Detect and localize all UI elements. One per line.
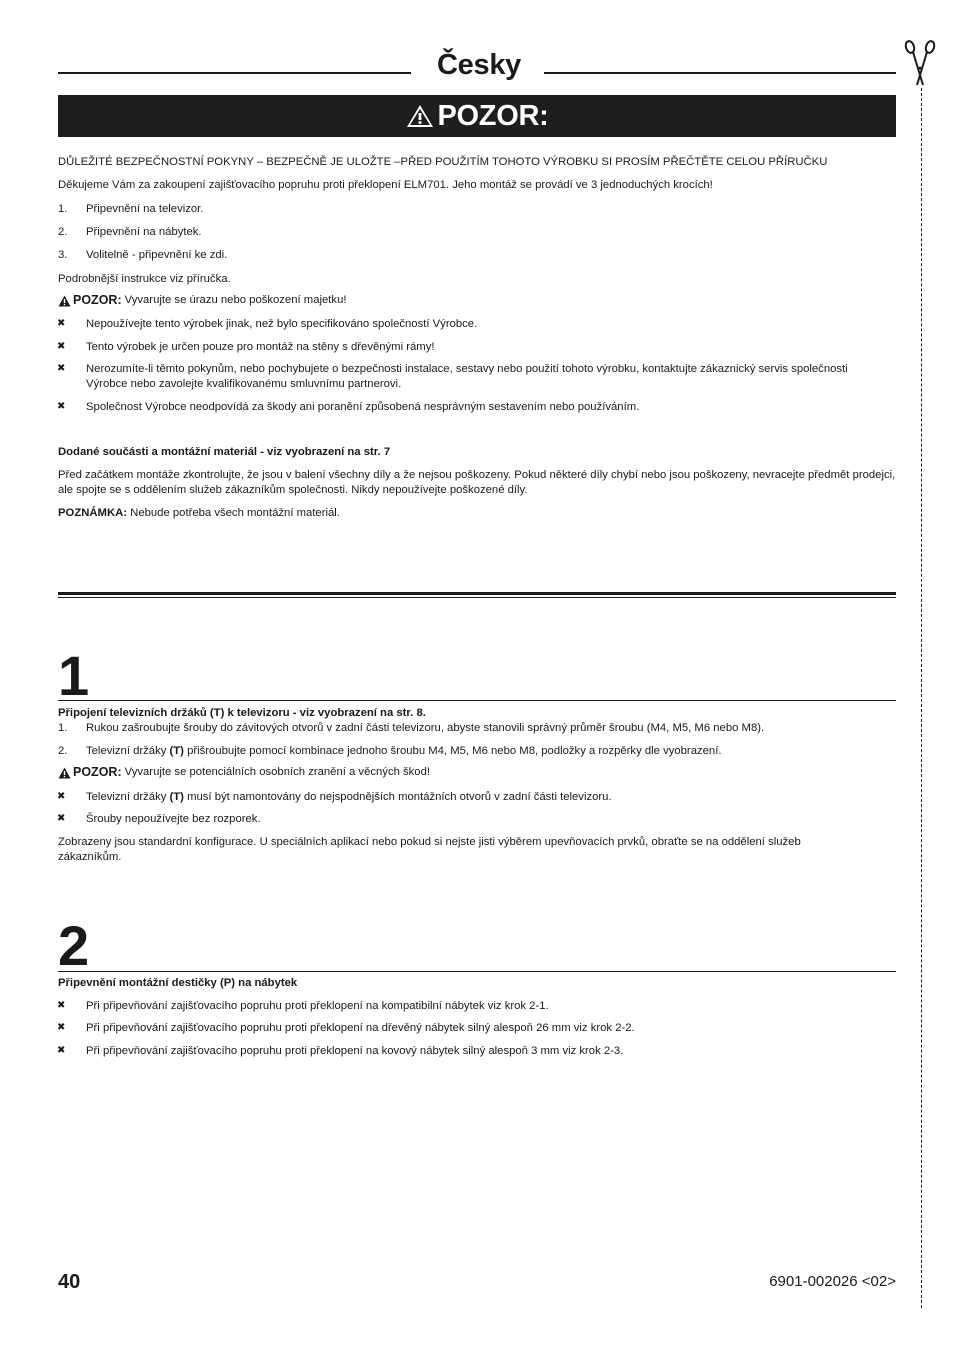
note-text: Nebude potřeba všech montážní materiál. <box>130 507 340 519</box>
step-2-bullet: Při připevňování zajišťovacího popruhu proti překlopení na kovový nábytek silný alespoň 3 mm viz krok 2-3. <box>86 1045 624 1057</box>
caution-line <box>58 293 347 308</box>
section-separator-thin <box>58 597 896 598</box>
star-bullet-icon: ✖ <box>57 318 66 329</box>
document-code: 6901-002026 <02> <box>769 1273 896 1290</box>
warning-banner <box>58 95 896 137</box>
step-1-heading: Připojení televizních držáků (T) k televizoru - viz vyobrazení na str. 8. <box>58 707 426 719</box>
intro-text: Děkujeme Vám za zakoupení zajišťovacího popruhu proti překlopení ELM701. Jeho montáž se provádí ve 3 jednoduchých krocích! <box>58 179 713 191</box>
step-2-number: 2 <box>58 914 90 977</box>
step-1-item <box>86 744 721 759</box>
bullet-text: Televizní držáky <box>86 791 170 803</box>
part-code: (T) <box>169 791 184 803</box>
step-1-caution-line <box>58 765 430 780</box>
parts-heading: Dodané součásti a montážní materiál - viz vyobrazení na str. 7 <box>58 446 391 458</box>
warning-triangle-icon <box>406 104 434 128</box>
parts-note <box>58 506 340 521</box>
star-bullet-icon: ✖ <box>57 401 66 412</box>
star-bullet-icon: ✖ <box>57 1045 66 1056</box>
caution-text: Vyvarujte se potenciálních osobních zranění a věcných škod! <box>124 766 431 778</box>
note-label: POZNÁMKA: <box>58 507 128 519</box>
caution-bullet: Společnost Výrobce neodpovídá za škody ani poranění způsobená nesprávným sestavením nebo používáním. <box>86 401 640 413</box>
step-1-item-text: Televizní držáky <box>86 745 170 757</box>
step-list-number: 1. <box>58 203 68 215</box>
star-bullet-icon: ✖ <box>57 363 66 374</box>
step-1-item-text: přišroubujte pomocí kombinace jednoho šroubu M4, M5, M6 nebo M8, podložky a rozpěrky dle vyobrazení. <box>183 745 722 757</box>
step-1-item <box>86 721 764 736</box>
header-rule-right <box>544 72 896 74</box>
parts-paragraph: Před začátkem montáže zkontrolujte, že jsou v balení všechny díly a že nejsou poškozeny. Pokud některé díly chybí nebo jsou poškozeny, nevracejte předmět prodejci, ale spojte se s oddělením služeb zákazníkům společnosti. Nikdy nepoužívejte poškozené díly. <box>58 469 896 496</box>
step-1-item-text: Rukou zašroubujte šrouby do závitových otvorů v zadní části televizoru, abyste stanovili správný průměr šroubu (M4, M5, M6 nebo M8). <box>86 722 765 734</box>
star-bullet-icon: ✖ <box>57 341 66 352</box>
caution-bullet: Nepoužívejte tento výrobek jinak, než bylo specifikováno společností Výrobce. <box>86 318 478 330</box>
language-title: Česky <box>437 49 521 81</box>
step-2-bullet: Při připevňování zajišťovacího popruhu proti překlopení na dřevěný nábytek silný alespoň 26 mm viz krok 2-2. <box>86 1022 635 1034</box>
step-1-item-number: 1. <box>58 722 68 734</box>
step-list-number: 2. <box>58 226 68 238</box>
step-1-paragraph: Zobrazeny jsou standardní konfigurace. U speciálních aplikací nebo pokud si nejste jisti výběrem upevňovacích prvků, obraťte se na oddělení služeb zákazníkům. <box>58 836 801 863</box>
step-list-item: Připevnění na nábytek. <box>86 226 202 238</box>
step-list-number: 3. <box>58 249 68 261</box>
bullet-text: Šrouby nepoužívejte bez rozporek. <box>86 813 261 825</box>
star-bullet-icon: ✖ <box>57 813 66 824</box>
step-1-rule <box>58 700 896 701</box>
step-1-bullet <box>86 812 261 827</box>
star-bullet-icon: ✖ <box>57 1000 66 1011</box>
part-code: (T) <box>169 745 184 757</box>
step-1-number: 1 <box>58 644 90 707</box>
star-bullet-icon: ✖ <box>57 1022 66 1033</box>
step-1-item-number: 2. <box>58 745 68 757</box>
caution-label: POZOR: <box>73 765 122 779</box>
safety-headline: DŮLEŽITÉ BEZPEČNOSTNÍ POKYNY – BEZPEČNĚ JE ULOŽTE –PŘED POUŽITÍM TOHOTO VÝROBKU SI PROSÍM PŘEČTĚTE CELOU PŘÍRUČKU <box>58 156 828 168</box>
step-1-bullet <box>86 790 612 805</box>
caution-label: POZOR: <box>73 293 122 307</box>
step-2-heading: Připevnění montážní destičky (P) na nábytek <box>58 977 298 989</box>
warning-title: POZOR: <box>437 99 549 132</box>
step-list-item: Připevnění na televizor. <box>86 203 204 215</box>
caution-bullet: Tento výrobek je určen pouze pro montáž na stěny s dřevěnými rámy! <box>86 341 435 353</box>
bullet-text: musí být namontovány do nejspodnějších montážních otvorů v zadní části televizoru. <box>183 791 612 803</box>
caution-bullet: Nerozumíte-li těmto pokynům, nebo pochybujete o bezpečnosti instalace, sestavy nebo použití tohoto výrobku, kontaktujte zákaznický servis společnosti Výrobce nebo zavolejte kvalifikovanému smluvnímu partnerovi. <box>86 363 848 390</box>
warning-triangle-icon <box>58 767 71 779</box>
section-separator-thick <box>58 592 896 595</box>
step-2-rule <box>58 971 896 972</box>
cut-line <box>921 88 922 1308</box>
star-bullet-icon: ✖ <box>57 791 66 802</box>
header-rule-left <box>58 72 411 74</box>
caution-text: Vyvarujte se úrazu nebo poškození majetku! <box>124 294 347 306</box>
step-list-item: Volitelně - připevnění ke zdi. <box>86 249 228 261</box>
more-info-text: Podrobnější instrukce viz příručka. <box>58 273 231 285</box>
warning-triangle-icon <box>58 295 71 307</box>
step-2-bullet: Při připevňování zajišťovacího popruhu proti překlopení na kompatibilní nábytek viz krok 2-1. <box>86 1000 549 1012</box>
page-number: 40 <box>58 1271 81 1293</box>
scissors-icon <box>902 38 938 86</box>
